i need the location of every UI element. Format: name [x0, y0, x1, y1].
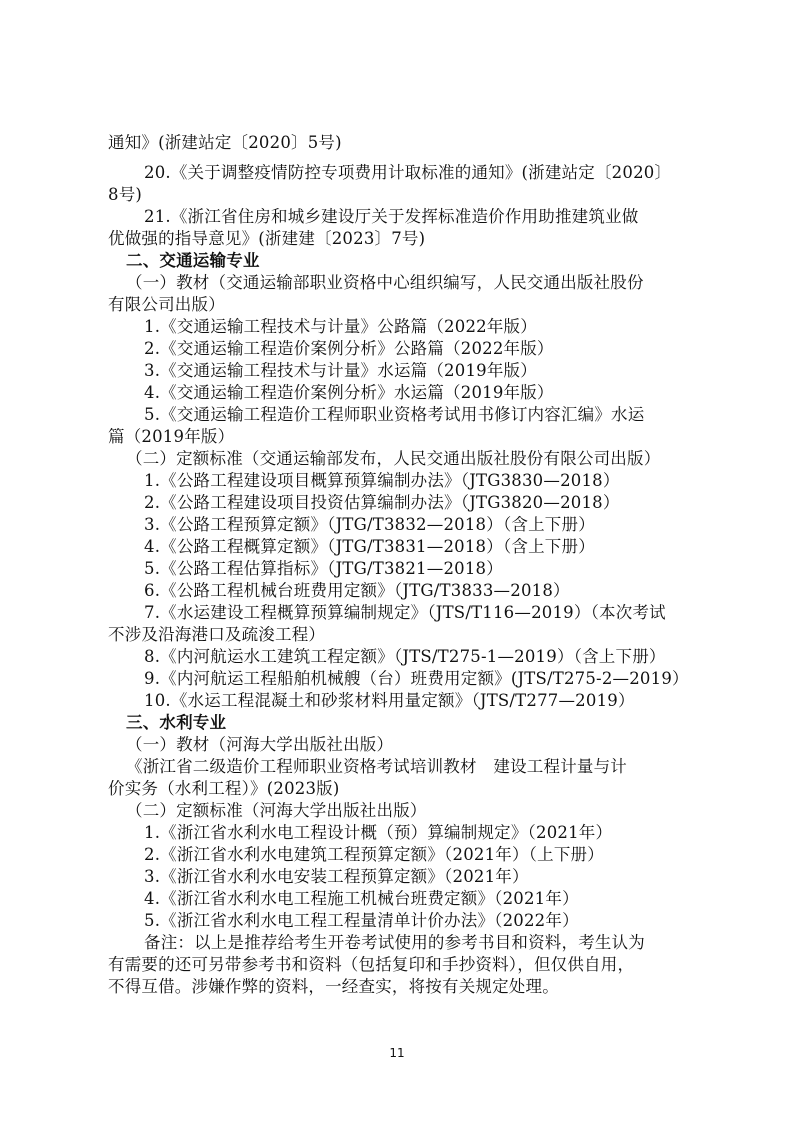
list-item: 9.《内河航运工程船舶机械艘（台）班费用定额》(JTS/T275-2—2019）	[144, 669, 689, 688]
text-line: 优做强的指导意见》(浙建建〔2023〕7号)	[108, 229, 426, 248]
section-heading-water: 三、水利专业	[126, 713, 227, 732]
note-line: 有需要的还可另带参考书和资料（包括复印和手抄资料），但仅供自用，	[108, 955, 635, 974]
list-item: 4.《浙江省水利水电工程施工机械台班费定额》（2021年）	[144, 889, 579, 908]
list-item: 3.《交通运输工程技术与计量》水运篇（2019年版）	[144, 361, 537, 380]
text-line: （一）教材（河海大学出版社出版）	[126, 735, 394, 754]
list-item: 1.《浙江省水利水电工程设计概（预）算编制规定》（2021年）	[144, 823, 613, 842]
list-item: 2.《交通运输工程造价案例分析》公路篇（2022年版）	[144, 339, 554, 358]
text-line: 篇（2019年版）	[108, 427, 235, 446]
list-item: 3.《浙江省水利水电安装工程预算定额》（2021年）	[144, 867, 529, 886]
text-line: 21.《浙江省住房和城乡建设厅关于发挥标准造价作用助推建筑业做	[144, 207, 639, 226]
list-item: 10.《水运工程混凝土和砂浆材料用量定额》（JTS/T277—2019）	[144, 691, 635, 710]
text-line: 通知》(浙建站定〔2020〕5号)	[108, 133, 342, 152]
note-line: 不得互借。涉嫌作弊的资料，一经查实，将按有关规定处理。	[108, 977, 559, 996]
list-item: 4.《交通运输工程造价案例分析》水运篇（2019年版）	[144, 383, 554, 402]
text-line: 20.《关于调整疫情防控专项费用计取标准的通知》(浙建站定〔2020〕	[144, 163, 672, 182]
list-item: 1.《交通运输工程技术与计量》公路篇（2022年版）	[144, 317, 537, 336]
list-item: 5.《交通运输工程造价工程师职业资格考试用书修订内容汇编》水运	[144, 405, 645, 424]
text-line: 《浙江省二级造价工程师职业资格考试培训教材 建设工程计量与计	[126, 757, 627, 776]
text-line: 价实务（水利工程）》(2023版)	[108, 779, 340, 798]
list-item: 3.《公路工程预算定额》（JTG/T3832—2018）（含上下册）	[144, 515, 595, 534]
list-item: 7.《水运建设工程概算预算编制规定》（JTS/T116—2019）（本次考试	[144, 603, 666, 622]
list-item: 1.《公路工程建设项目概算预算编制办法》（JTG3830—2018）	[144, 471, 620, 490]
list-item: 5.《公路工程估算指标》（JTG/T3821—2018）	[144, 559, 503, 578]
note-line: 备注：以上是推荐给考生开卷考试使用的参考书目和资料，考生认为	[144, 933, 645, 952]
text-line: 8号)	[108, 185, 143, 204]
text-line: （二）定额标准（交通运输部发布，人民交通出版社股份有限公司出版）	[126, 449, 661, 468]
list-item: 4.《公路工程概算定额》（JTG/T3831—2018）（含上下册）	[144, 537, 595, 556]
list-item: 2.《公路工程建设项目投资估算编制办法》（JTG3820—2018）	[144, 493, 620, 512]
section-heading-transport: 二、交通运输专业	[126, 251, 260, 270]
text-line: 不涉及沿海港口及疏浚工程）	[108, 625, 326, 644]
text-line: （二）定额标准（河海大学出版社出版）	[126, 801, 427, 820]
text-line: 有限公司出版）	[108, 295, 225, 314]
list-item: 2.《浙江省水利水电建筑工程预算定额》（2021年）（上下册）	[144, 845, 604, 864]
list-item: 8.《内河航运水工建筑工程定额》（JTS/T275-1—2019）（含上下册）	[144, 647, 666, 666]
list-item: 5.《浙江省水利水电工程工程量清单计价办法》（2022年）	[144, 911, 579, 930]
page-number: 11	[389, 1046, 405, 1060]
text-line: （一）教材（交通运输部职业资格中心组织编写，人民交通出版社股份	[126, 273, 644, 292]
list-item: 6.《公路工程机械台班费用定额》（JTG/T3833—2018）	[144, 581, 570, 600]
